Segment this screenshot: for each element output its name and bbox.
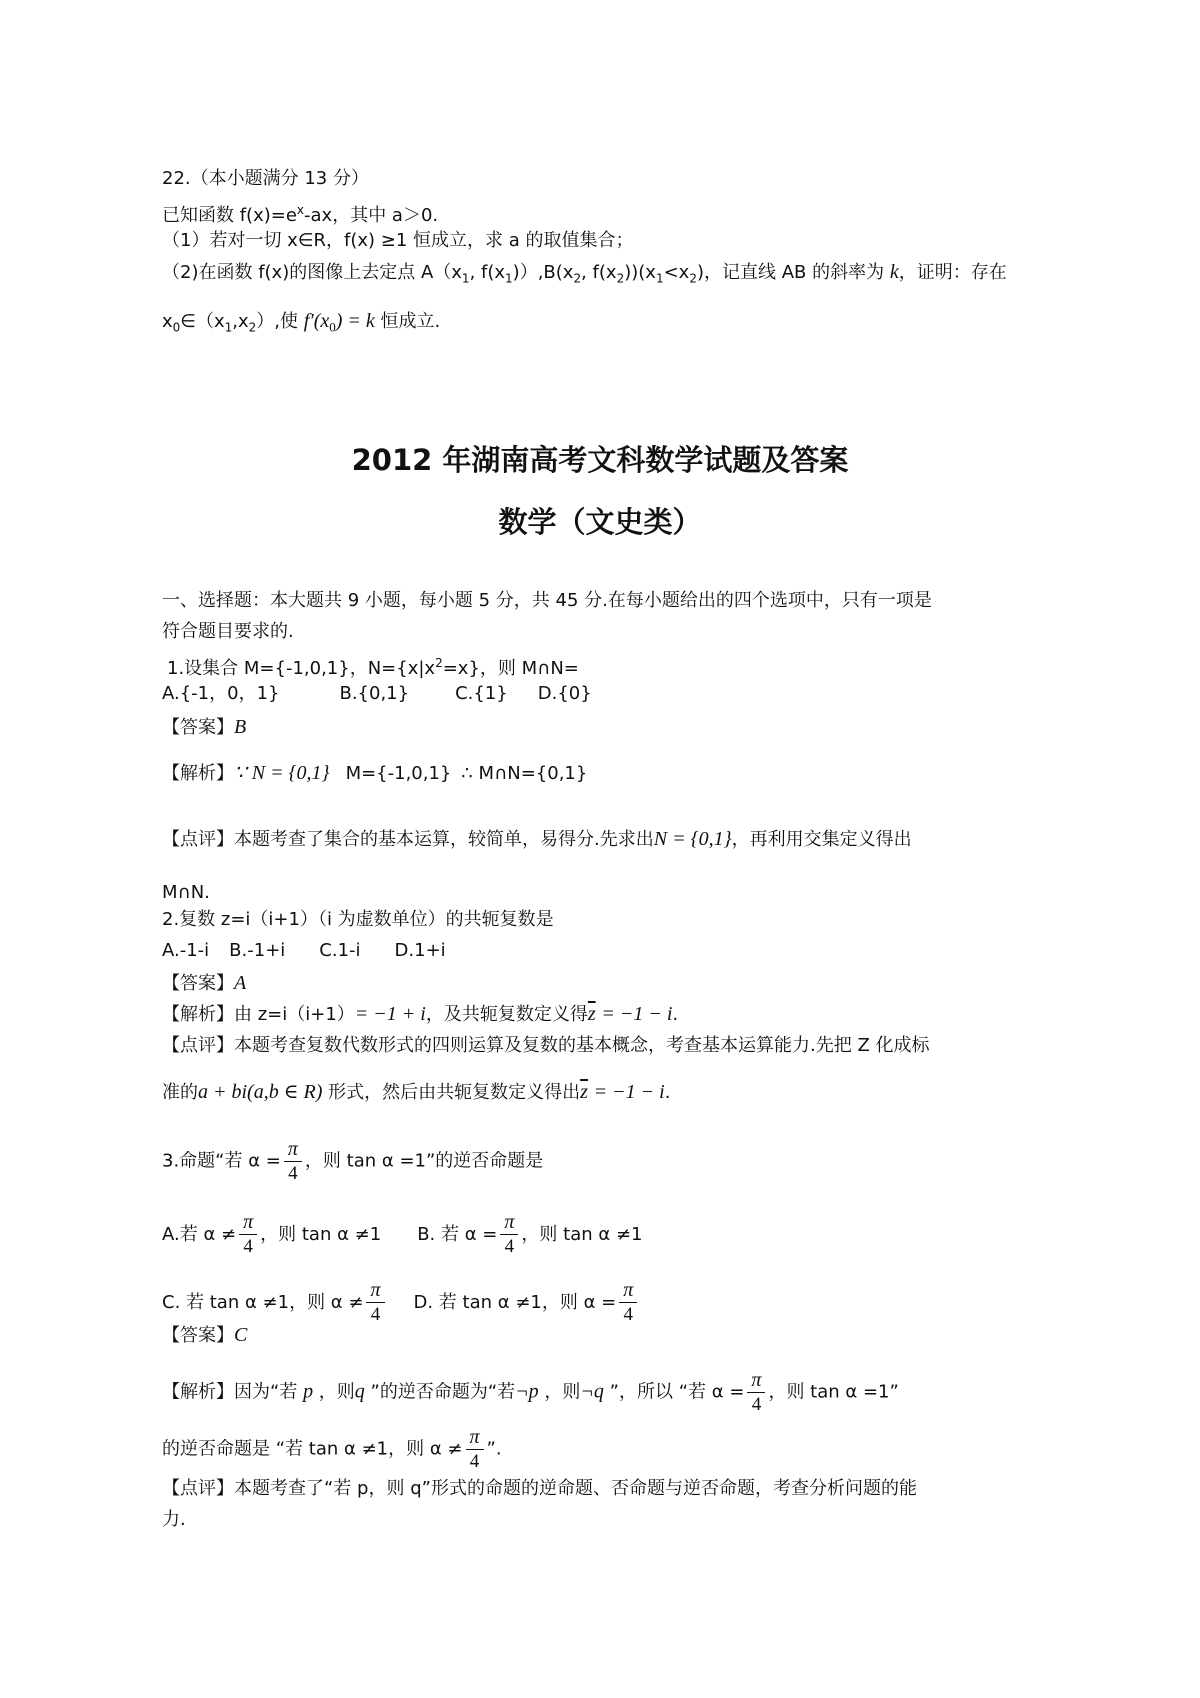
q3-comment-line2: 力. <box>162 1509 186 1530</box>
q22-part1: （1）若对一切 x∈R，f(x) ≥1 恒成立，求 a 的取值集合； <box>162 230 634 251</box>
q1-stem: 1.设集合 M={-1,0,1}，$N=\{x|x^2=x\}$，则 M∩N= <box>167 656 579 679</box>
q3-option-a: A.若 α ≠ $\frac{\pi}{4}$ ，则 tan α ≠1 <box>162 1211 382 1257</box>
q2-option-b: B.-1+i <box>229 940 286 961</box>
q1-analysis: 【解析】∵ N = {0,1} M={-1,0,1} ∴ M∩N={0,1} <box>162 762 588 784</box>
q1-answer: 【答案】B <box>162 716 247 738</box>
pi-over-4-fraction: $\frac{\pi}{4}$ <box>239 1210 257 1259</box>
q3-option-d: D. 若 tan α ≠1，则 α = $\frac{\pi}{4}$ <box>414 1292 641 1313</box>
section-intro-line2: 符合题目要求的. <box>162 621 294 642</box>
q3-answer: 【答案】C <box>162 1324 248 1346</box>
q2-stem: 2.复数 z=i（i+1）（i 为虚数单位）的共轭复数是 <box>162 909 554 930</box>
q2-analysis: 【解析】由 z=i（i+1）= −1 + i，及共轭复数定义得$\overline{z} = -1 - i$. <box>162 1003 679 1025</box>
q2-option-a: A.-1-i <box>162 940 210 961</box>
pi-over-4-fraction: $\frac{\pi}{4}$ <box>500 1210 518 1259</box>
q3-analysis: 【解析】因为“若 p ，则q ”的逆否命题为“若¬p ，则¬q ”，所以 “若 α = $\frac{\pi}{4}$ ，则 tan α =1” <box>162 1369 899 1415</box>
q2-comment: 【点评】本题考查复数代数形式的四则运算及复数的基本概念，考查基本运算能力.先把 Z 化成标 <box>162 1035 930 1056</box>
pi-over-4-fraction: $\frac{\pi}{4}$ <box>747 1368 765 1417</box>
pi-over-4-fraction: $\frac{\pi}{4}$ <box>619 1278 637 1327</box>
q3-stem: 3.命题“若 α = $\frac{\pi}{4}$ ，则 tan α =1”的逆否命题是 <box>162 1138 544 1184</box>
q3-analysis-line2: 的逆否命题是 “若 tan α ≠1，则 α ≠ $\frac{\pi}{4}$ ”. <box>162 1426 502 1472</box>
q2-answer: 【答案】A <box>162 972 247 994</box>
q1-option-c: C.{1} <box>455 683 508 704</box>
q3-options-ab <box>162 1210 642 1259</box>
q2-comment-line2: 准的a + bi(a,b ∈ R) 形式，然后由共轭复数定义得出$\overline{z} = -1 - i$. <box>162 1081 671 1103</box>
section-intro-line1: 一、选择题：本大题共 9 小题，每小题 5 分，共 45 分.在每小题给出的四个选项中，只有一项是 <box>162 590 932 611</box>
q3-option-c: C. 若 tan α ≠1，则 α ≠ $\frac{\pi}{4}$ <box>162 1292 388 1313</box>
pi-over-4-fraction: $\frac{\pi}{4}$ <box>466 1425 484 1474</box>
q1-comment: 【点评】本题考查了集合的基本运算，较简单，易得分.先求出N = {0,1}，再利用交集定义得出 <box>162 828 912 850</box>
q2-option-d: D.1+i <box>394 940 446 961</box>
q3-option-b: B. 若 α = $\frac{\pi}{4}$ ，则 tan α ≠1 <box>417 1211 643 1257</box>
q22-part2: （2)在函数 f(x)的图像上去定点 $A(x_1$, $f(x_1)),B(x_2$, $f(x_2))(x_1<x_2)$，记直线 AB 的斜率为 k，证明：存在 <box>162 261 1007 286</box>
q2-options <box>162 938 446 964</box>
q1-option-b: B.{0,1} <box>339 683 410 704</box>
page-subtitle: 数学（文史类） <box>498 505 702 539</box>
q3-options-cd <box>162 1278 640 1327</box>
q1-comment-line2: M∩N. <box>162 882 210 903</box>
pi-over-4-fraction: $\frac{\pi}{4}$ <box>366 1278 384 1327</box>
q1-options <box>162 681 592 707</box>
q22-stem: 已知函数 $f(x)=e^x-ax$，其中 a＞0. <box>162 203 439 226</box>
pi-over-4-fraction: $\frac{\pi}{4}$ <box>284 1137 302 1186</box>
q22-part2-line2: $x_0\in(x_1,x_2)$,使 $f'(x_0) = k$ 恒成立. <box>162 310 441 335</box>
q1-option-d: D.{0} <box>537 683 592 704</box>
q22-header: 22.（本小题满分 13 分） <box>162 168 369 189</box>
q3-comment: 【点评】本题考查了“若 p，则 q”形式的命题的逆命题、否命题与逆否命题，考查分析问题的能 <box>162 1478 917 1499</box>
q1-option-a: A.{-1，0，1} <box>162 683 280 704</box>
q2-option-c: C.1-i <box>319 940 361 961</box>
page-title: 2012 年湖南高考文科数学试题及答案 <box>351 443 849 477</box>
